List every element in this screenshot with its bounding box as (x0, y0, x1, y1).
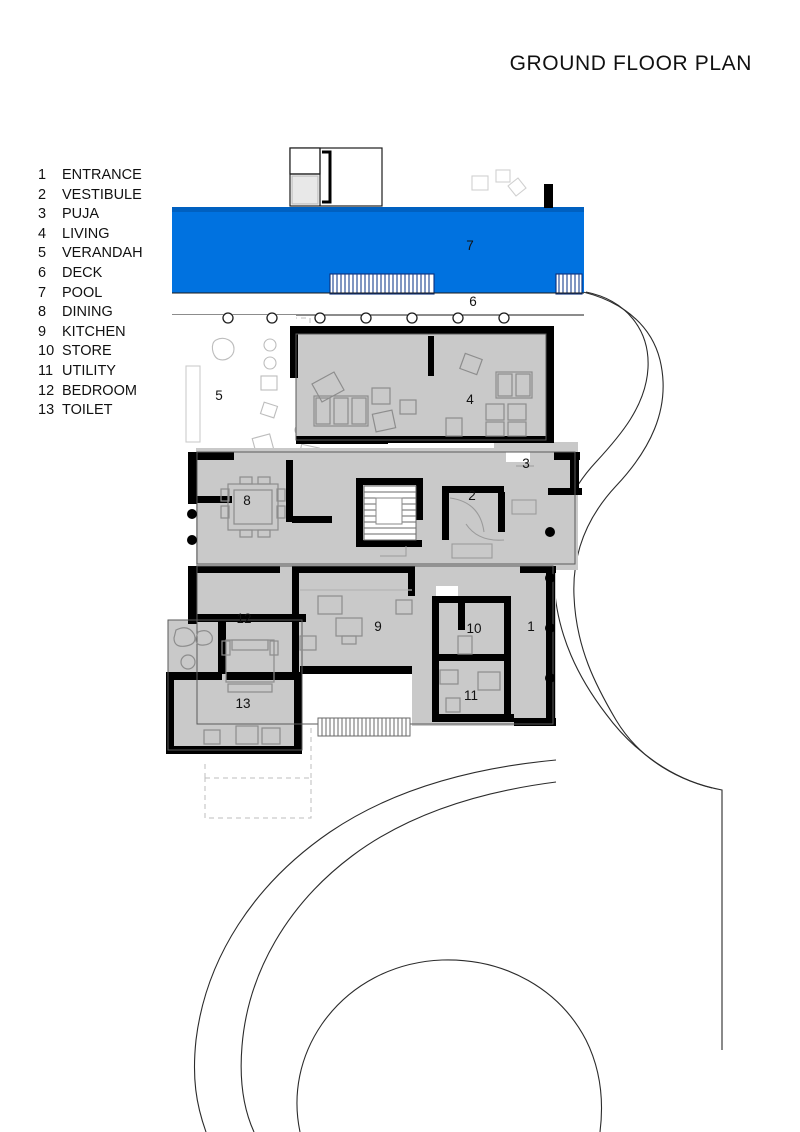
legend-label: PUJA (62, 206, 100, 223)
room-label-store: 10 (466, 621, 482, 636)
room-label-puja: 3 (522, 456, 530, 471)
legend-number: 9 (38, 323, 47, 340)
pool-equipment-shapes (472, 170, 526, 196)
pool-pavilion (290, 148, 382, 206)
legend-label: TOILET (62, 402, 113, 419)
legend-label: VESTIBULE (62, 186, 142, 203)
room-label-dining: 8 (243, 493, 251, 508)
room-label-kitchen: 9 (374, 619, 382, 634)
legend-label: VERANDAH (62, 245, 143, 262)
legend-number: 10 (38, 343, 55, 360)
legend-number: 4 (38, 225, 47, 242)
legend-label: POOL (62, 284, 103, 301)
legend-number: 6 (38, 264, 47, 281)
room-label-living: 4 (466, 392, 474, 407)
legend-number: 2 (38, 186, 47, 203)
legend-label: DINING (62, 304, 113, 321)
legend-number: 13 (38, 402, 55, 419)
legend-label: UTILITY (62, 362, 116, 379)
page-title: GROUND FLOOR PLAN (509, 52, 752, 75)
legend-number: 1 (38, 167, 47, 183)
room-label-utility: 11 (463, 688, 479, 703)
legend-label: BEDROOM (62, 382, 137, 399)
pool-wall-stub (544, 184, 553, 208)
legend-label: ENTRANCE (62, 167, 142, 183)
room-label-deck: 6 (469, 294, 477, 309)
legend-label: KITCHEN (62, 323, 126, 340)
room-label-entrance: 1 (527, 619, 535, 634)
legend-label: STORE (62, 343, 112, 360)
legend-label: DECK (62, 264, 103, 281)
legend-number: 12 (38, 382, 55, 399)
legend-number: 7 (38, 284, 47, 301)
legend-number: 8 (38, 304, 47, 321)
legend-number: 11 (38, 362, 54, 379)
legend-number: 5 (38, 245, 47, 262)
entry-steps (318, 718, 410, 736)
room-label-pool: 7 (466, 238, 474, 253)
room-label-toilet: 13 (235, 696, 251, 711)
legend-number: 3 (38, 206, 47, 223)
room-label-vestibule: 2 (468, 488, 476, 503)
room-label-bedroom: 12 (236, 611, 252, 626)
legend-label: LIVING (62, 225, 110, 242)
room-label-verandah: 5 (215, 388, 223, 403)
